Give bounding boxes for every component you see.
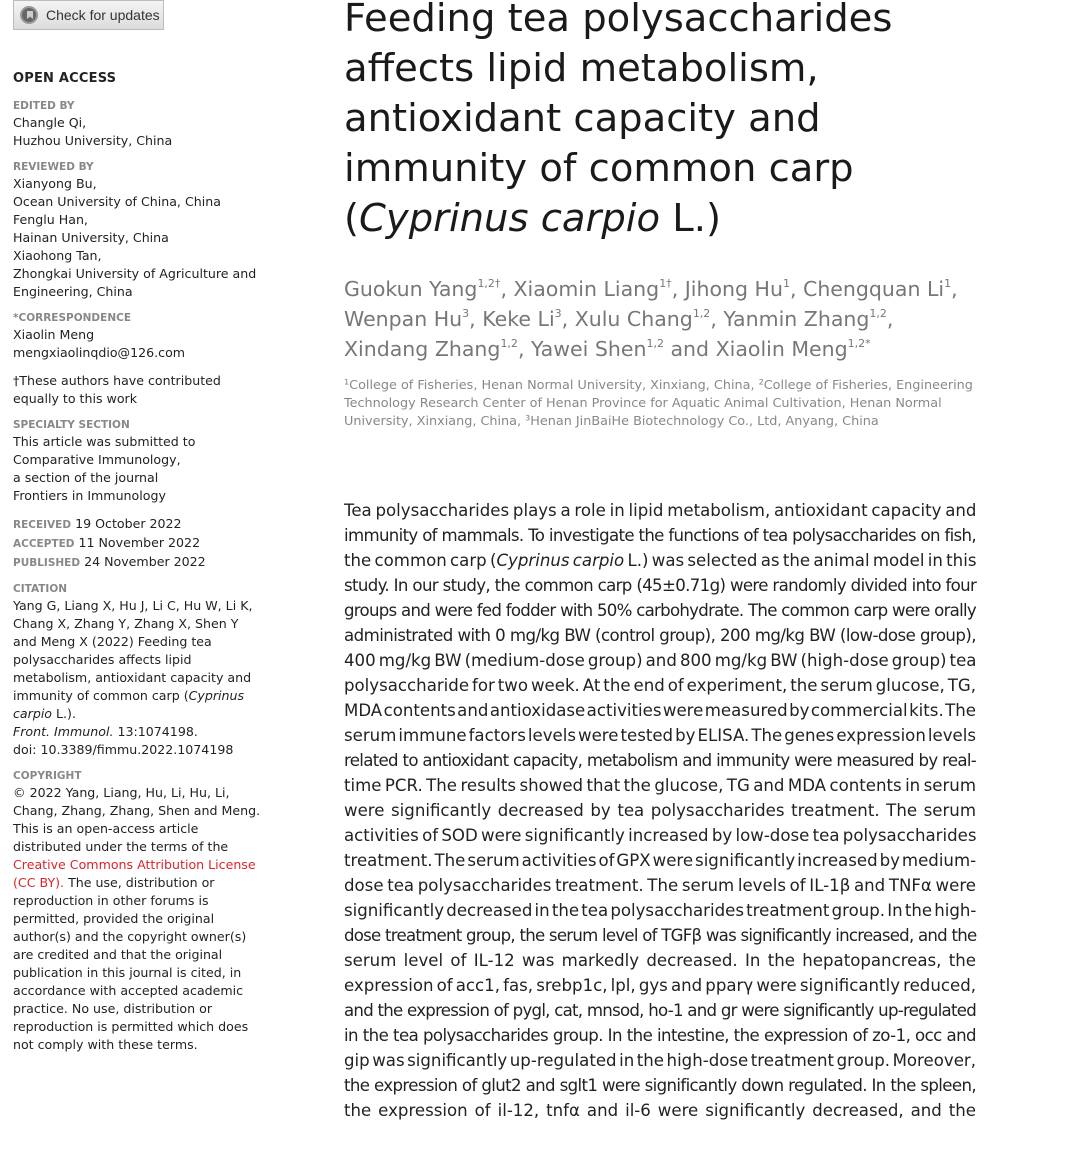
text-segment: not comply with these terms. [13, 1037, 198, 1052]
text-segment: immunity of common carp [344, 146, 854, 191]
date-label: PUBLISHED [13, 557, 81, 569]
abstract-line [344, 573, 976, 598]
sidebar-line [13, 946, 263, 964]
sidebar-line [13, 326, 263, 344]
text-segment: the common carp ( [344, 551, 497, 570]
italic-text: Cyprinus [188, 688, 245, 703]
text-segment: © 2022 Yang, Liang, Hu, Li, Hu, Li, [13, 785, 230, 800]
text-segment: MDA contents and antioxidase activities were measured by commercial kits. The [344, 701, 976, 720]
abstract-line [344, 548, 976, 573]
check-for-updates-label: Check for updates [46, 7, 160, 23]
sidebar-section [13, 417, 263, 505]
text-segment: Hainan University, China [13, 230, 169, 245]
text-segment: Tea polysaccharides plays a role in lipid metabolism, antioxidant capacity and [344, 501, 977, 520]
text-segment: reproduction in other forums is [13, 893, 209, 908]
author-name[interactable]: Chengquan Li [803, 277, 945, 301]
text-segment: serum immune factors levels were tested by ELISA. The genes expression levels [344, 726, 976, 745]
abstract-line [344, 723, 976, 748]
abstract-line [344, 873, 976, 898]
abstract-line [344, 623, 976, 648]
italic-text: carpio [13, 706, 53, 721]
sidebar-line [13, 132, 263, 150]
author-affiliation-marker: 1,2 [869, 307, 887, 320]
affiliations [344, 377, 973, 431]
text-segment: doi: 10.3389/fimmu.2022.1074198 [13, 742, 234, 757]
date-value: 24 November 2022 [84, 554, 206, 569]
sidebar-line [13, 633, 263, 651]
check-for-updates-button[interactable] [13, 0, 164, 30]
abstract-line [344, 698, 976, 723]
text-segment: administrated with 0 mg/kg BW (control group), 200 mg/kg BW (low-dose group), [344, 626, 976, 645]
date-value: 11 November 2022 [78, 535, 201, 550]
text-segment: The use, distribution or [64, 875, 215, 890]
author-name[interactable]: Xindang Zhang [344, 337, 501, 361]
text-segment: immunity of common carp ( [13, 688, 189, 703]
text-segment: 400 mg/kg BW (medium-dose group) and 800 mg/kg BW (high-dose group) tea [344, 651, 977, 670]
text-segment: gip was significantly up-regulated in the high-dose treatment group. Moreover, [344, 1051, 976, 1070]
date-row [13, 553, 263, 572]
text-segment: L.) was selected as the animal model in this [624, 551, 977, 570]
abstract-line [344, 948, 976, 973]
text-segment: mengxiaolinqdio@126.com [13, 345, 186, 360]
sidebar-line [13, 928, 263, 946]
section-label: CITATION [13, 583, 68, 595]
text-segment: in the tea polysaccharides group. In the intestine, the expression of zo-1, occ and [344, 1026, 976, 1045]
text-segment: expression of acc1, fas, srebp1c, lpl, gys and pparγ were significantly reduced, [344, 976, 976, 995]
text-segment: Comparative Immunology, [13, 452, 181, 467]
date-label: ACCEPTED [13, 538, 75, 550]
sidebar-line [13, 687, 263, 705]
text-segment: This is an open-access article [13, 821, 199, 836]
author-name[interactable]: Yawei Shen [530, 337, 647, 361]
text-segment: are credited and that the original [13, 947, 223, 962]
text-segment: practice. No use, distribution or [13, 1001, 213, 1016]
sidebar-line [13, 193, 263, 211]
text-segment: publication in this journal is cited, in [13, 965, 242, 980]
sidebar-line [13, 856, 263, 874]
text-segment: Fenglu Han, [13, 212, 88, 227]
sidebar-section [13, 372, 263, 408]
text-segment: polysaccharide for two week. At the end of experiment, the serum glucose, TG, [344, 676, 976, 695]
bookmark-icon [20, 6, 38, 24]
text-segment: and the expression of pygl, cat, mnsod, ho-1 and gr were significantly up-regulated [344, 1001, 976, 1020]
sidebar-line [13, 723, 263, 741]
text-segment: affects lipid metabolism, [344, 46, 819, 91]
abstract-line [344, 1073, 976, 1098]
abstract-line [344, 848, 976, 873]
sidebar-line [13, 344, 263, 362]
abstract-line [344, 773, 976, 798]
sidebar-line [13, 964, 263, 982]
sidebar-line [13, 597, 263, 615]
text-segment: metabolism, antioxidant capacity and [13, 670, 252, 685]
sidebar-line [13, 651, 263, 669]
text-segment: 13:1074198. [113, 724, 198, 739]
sidebar-line [13, 229, 263, 247]
text-segment: ( [344, 196, 360, 241]
abstract-line [344, 973, 976, 998]
sidebar-line [13, 247, 263, 265]
author-affiliation-marker: 1,2* [847, 337, 871, 350]
sidebar-line [13, 211, 263, 229]
text-segment: Chang, Zhang, Zhang, Shen and Meng. [13, 803, 261, 818]
text-segment: †These authors have contributed [13, 373, 221, 388]
text-segment: Ocean University of China, China [13, 194, 221, 209]
text-segment: Xiaolin Meng [13, 327, 95, 342]
text-segment: significantly decreased in the tea polysaccharides treatment group. In the high- [344, 901, 977, 920]
text-segment: Changle Qi, [13, 115, 87, 130]
author-affiliation-marker: 3 [554, 307, 562, 320]
text-segment: Chang X, Zhang Y, Zhang X, Shen Y [13, 616, 239, 631]
text-segment: Zhongkai University of Agriculture and [13, 266, 257, 281]
sidebar-line [13, 114, 263, 132]
section-label: REVIEWED BY [13, 161, 94, 173]
abstract-line [344, 823, 976, 848]
text-segment: treatment. The serum activities of GPX were significantly increased by medium- [344, 851, 977, 870]
text-segment: This article was submitted to [13, 434, 196, 449]
author-name[interactable]: Xulu Chang [574, 307, 693, 331]
text-segment: Yang G, Liang X, Hu J, Li C, Hu W, Li K, [13, 598, 253, 613]
text-segment: dose tea polysaccharides treatment. The serum levels of IL-1β and TNFα were [344, 876, 976, 895]
author-line: Guokun Yang$^{1,2\dagger}$, Xiaomin Liang$^{1\dagger}$, Jihong Hu$^1$, Chengquan Li$^1$, [344, 277, 958, 301]
author-affiliation-marker: 1 [782, 277, 790, 290]
italic-text: Cyprinus carpio [496, 551, 625, 570]
date-label: RECEIVED [13, 519, 72, 531]
text-segment: antioxidant capacity and [344, 96, 821, 141]
abstract-line [344, 998, 976, 1023]
text-segment: reproduction is permitted which does [13, 1019, 249, 1034]
author-name[interactable]: Wenpan Hu [344, 307, 463, 331]
section-label: EDITED BY [13, 100, 75, 112]
sidebar-line [13, 784, 263, 802]
title-line [344, 194, 892, 244]
section-label: SPECIALTY SECTION [13, 419, 130, 431]
abstract-line [344, 648, 976, 673]
title-line [344, 0, 892, 44]
text-segment: the expression of il-12, tnfα and il-6 were significantly decreased, and the [344, 1101, 976, 1120]
author-name[interactable]: Guokun Yang [344, 277, 478, 301]
abstract-line [344, 523, 976, 548]
license-link[interactable]: (CC BY). [13, 875, 65, 890]
text-segment: author(s) and the copyright owner(s) [13, 929, 247, 944]
text-segment: Huzhou University, China [13, 133, 173, 148]
text-segment: equally to this work [13, 391, 138, 406]
affiliation-line: Technology Research Center of Henan Province for Aquatic Animal Cultivation, Henan Normal [344, 396, 942, 411]
abstract-line [344, 748, 976, 773]
sidebar-line [13, 175, 263, 193]
sidebar-line [13, 741, 263, 759]
text-segment: time PCR. The results showed that the glucose, TG and MDA contents in serum [344, 776, 976, 795]
text-segment: permitted, provided the original [13, 911, 215, 926]
affiliation-line: ¹College of Fisheries, Henan Normal University, Xinxiang, China, ²College of Fisheries, Engineering [344, 378, 973, 393]
text-segment: Feeding tea polysaccharides [344, 0, 893, 41]
author-name[interactable]: Keke Li [482, 307, 555, 331]
text-segment: Xiaohong Tan, [13, 248, 102, 263]
abstract-line [344, 923, 976, 948]
text-segment: Engineering, China [13, 284, 133, 299]
sidebar-line [13, 372, 263, 390]
abstract-line [344, 1023, 976, 1048]
sidebar-line [13, 283, 263, 301]
text-segment: dose treatment group, the serum level of TGFβ was significantly increased, and the [344, 926, 977, 945]
sidebar-line [13, 433, 263, 451]
author-list [344, 274, 958, 364]
author-affiliation-marker: 1† [659, 277, 672, 290]
open-access-label: OPEN ACCESS [13, 71, 117, 86]
affiliation-line: University, Xinxiang, China, ³Henan JinBaiHe Biotechnology Co., Ltd, Anyang, China [344, 414, 879, 429]
article-title [344, 0, 892, 244]
license-link[interactable]: Creative Commons Attribution License [13, 857, 256, 872]
text-segment: activities of SOD were significantly increased by low-dose tea polysaccharides [344, 826, 977, 845]
abstract-line [344, 798, 976, 823]
date-row [13, 534, 263, 553]
sidebar-section [13, 768, 263, 1054]
abstract-line [344, 1048, 976, 1073]
title-line [344, 44, 892, 94]
sidebar-line [13, 838, 263, 856]
author-affiliation-marker: 1,2 [692, 307, 711, 320]
text-segment: and Meng X (2022) Feeding tea [13, 634, 212, 649]
abstract [344, 498, 976, 1123]
sidebar-line [13, 669, 263, 687]
article-info-sidebar [13, 70, 263, 1054]
sidebar-line [13, 390, 263, 408]
section-label: *CORRESPONDENCE [13, 312, 131, 324]
text-segment: Xianyong Bu, [13, 176, 97, 191]
sidebar-section [13, 159, 263, 301]
text-segment: study. In our study, the common carp (45±0.71g) were randomly divided into four [344, 576, 977, 595]
sidebar-line [13, 802, 263, 820]
author-name[interactable]: Xiaomin Liang [513, 277, 660, 301]
author-name[interactable]: Jihong Hu [684, 277, 783, 301]
text-segment: L.). [52, 706, 76, 721]
author-affiliation-marker: 1,2† [477, 277, 501, 290]
sidebar-line [13, 487, 263, 505]
author-affiliation-marker: 3 [462, 307, 470, 320]
title-line [344, 144, 892, 194]
sidebar-section [13, 581, 263, 759]
sidebar-line [13, 1000, 263, 1018]
text-segment: immunity of mammals. To investigate the functions of tea polysaccharides on fish, [344, 526, 976, 545]
abstract-line [344, 598, 976, 623]
and-text: and [670, 337, 710, 361]
sidebar-section [13, 310, 263, 362]
sidebar-line [13, 820, 263, 838]
text-segment: distributed under the terms of the [13, 839, 229, 854]
author-name[interactable]: Yanmin Zhang [723, 307, 870, 331]
text-segment: Frontiers in Immunology [13, 488, 166, 503]
abstract-line [344, 1098, 976, 1123]
sidebar-line [13, 451, 263, 469]
text-segment: the expression of glut2 and sglt1 were significantly down regulated. In the spleen, [344, 1076, 976, 1095]
text-segment: groups and were fed fodder with 50% carbohydrate. The common carp were orally [344, 601, 976, 620]
author-line: Wenpan Hu$^3$, Keke Li$^3$, Xulu Chang$^{1,2}$, Yanmin Zhang$^{1,2}$, [344, 307, 894, 331]
italic-text: Cyprinus carpio [359, 196, 661, 241]
text-segment: a section of the journal [13, 470, 159, 485]
author-affiliation-marker: 1 [944, 277, 952, 290]
italic-text: Front. Immunol. [13, 724, 114, 739]
abstract-line [344, 898, 976, 923]
author-line: Xindang Zhang$^{1,2}$, Yawei Shen$^{1,2}$ and Xiaolin Meng$^{1,2*}$ [344, 337, 871, 361]
author-affiliation-marker: 1,2 [646, 337, 664, 350]
sidebar-line [13, 265, 263, 283]
author-name[interactable]: Xiaolin Meng [715, 337, 848, 361]
text-segment: L.) [660, 196, 721, 241]
sidebar-line [13, 615, 263, 633]
text-segment: related to antioxidant capacity, metabolism and immunity were measured by real- [344, 751, 977, 770]
sidebar-line [13, 910, 263, 928]
sidebar-line [13, 874, 263, 892]
abstract-line [344, 498, 976, 523]
section-label: COPYRIGHT [13, 770, 82, 782]
sidebar-line [13, 705, 263, 723]
abstract-line [344, 673, 976, 698]
text-segment: accordance with accepted academic [13, 983, 244, 998]
text-segment: were significantly decreased by tea polysaccharides treatment. The serum [344, 801, 976, 820]
sidebar-line [13, 982, 263, 1000]
sidebar-section [13, 98, 263, 150]
author-affiliation-marker: 1,2 [500, 337, 518, 350]
date-row [13, 515, 263, 534]
sidebar-line [13, 892, 263, 910]
sidebar-line [13, 1018, 263, 1036]
text-segment: serum level of IL-12 was markedly decreased. In the hepatopancreas, the [344, 951, 976, 970]
sidebar-line [13, 1036, 263, 1054]
text-segment: polysaccharides affects lipid [13, 652, 192, 667]
title-line [344, 94, 892, 144]
date-value: 19 October 2022 [75, 516, 182, 531]
sidebar-section [13, 515, 263, 572]
sidebar-line [13, 469, 263, 487]
